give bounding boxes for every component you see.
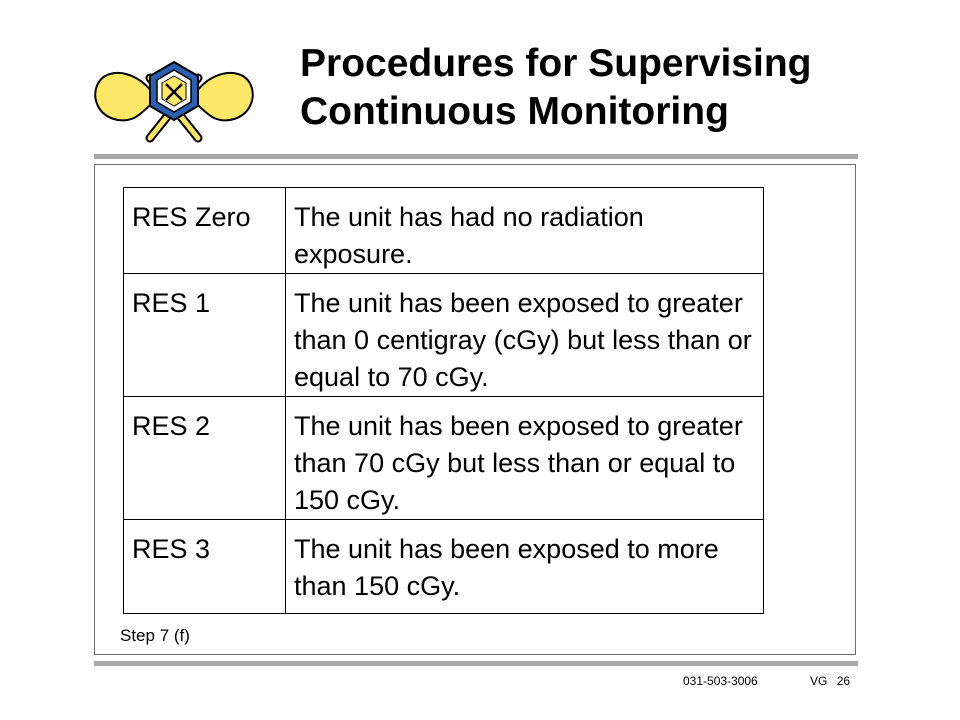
radiation-exposure-status-table (123, 187, 764, 614)
table-row (124, 188, 764, 274)
table-row (124, 274, 764, 397)
status-cell: RES 3 (124, 520, 286, 614)
slide-title-line-2: Continuous Monitoring (300, 90, 729, 133)
step-label: Step 7 (f) (120, 626, 190, 645)
top-divider (94, 154, 858, 159)
bottom-divider (94, 661, 858, 666)
table-row (124, 520, 764, 614)
footer-label: VG (810, 674, 828, 688)
footer-page-marker (810, 674, 850, 688)
slide-title-line-1: Procedures for Supervising (300, 42, 812, 85)
status-cell: RES 2 (124, 397, 286, 520)
slide-title (300, 40, 900, 136)
table-row (124, 397, 764, 520)
description-cell: The unit has had no radiation exposure. (286, 188, 764, 274)
description-cell: The unit has been exposed to greater than 70 cGy but less than or equal to 150 cGy. (286, 397, 764, 520)
status-cell: RES Zero (124, 188, 286, 274)
chemical-corps-insignia-icon (90, 44, 258, 146)
description-cell: The unit has been exposed to more than 150 cGy. (286, 520, 764, 614)
description-cell: The unit has been exposed to greater than 0 centigray (cGy) but less than or equal to 70 cGy. (286, 274, 764, 397)
footer-page-number: 26 (836, 674, 851, 688)
footer-course-code: 031-503-3006 (683, 674, 758, 688)
status-cell: RES 1 (124, 274, 286, 397)
